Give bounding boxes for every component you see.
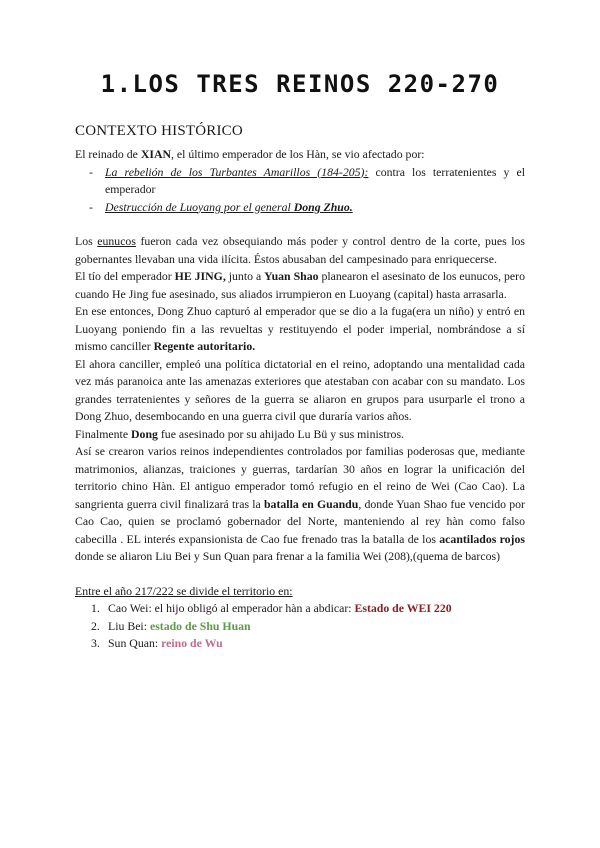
spacer xyxy=(75,216,525,233)
division-heading: Entre el año 217/222 se divide el territorio en: xyxy=(75,583,293,598)
kingdom-state: Estado de WEI 220 xyxy=(354,601,452,615)
paragraph-dong-zhuo: En ese entonces, Dong Zhuo capturó al emperador que se dio a la fuga(era un niño) y entró en Luoyang poniendo fin a las revueltas y restituyendo el poder imperial, nombrándose a sí mismo canciller Regente autoritario. xyxy=(75,304,525,353)
kingdom-state: reino de Wu xyxy=(161,636,223,650)
paragraph-eunucos: Los eunucos fueron cada vez obsequiando más poder y control dentro de la corte, pues los gobernantes llevaban una vida ilícita. Éstos abusaban del campesinado para enriquecerse. xyxy=(75,234,526,266)
document-body xyxy=(75,146,525,653)
kingdom-state: estado de Shu Huan xyxy=(149,618,251,633)
dash-marker: - xyxy=(89,199,93,214)
list-item: 2. Liu Bei: estado de Shu Huan xyxy=(91,618,251,633)
paragraph-finalmente: Finalmente Dong fue asesinado por su ahijado Lu Bü y sus ministros. xyxy=(75,426,404,441)
list-item: - La rebelión de los Turbantes Amarillos (184-205): contra los terratenientes y el emperador xyxy=(89,164,526,196)
dash-list xyxy=(75,164,525,217)
paragraph-canciller: El ahora canciller, empleó una política dictatorial en el reino, adoptando una mentalidad cada vez más paranoica ante las amenazas exteriores que atestaban con acabar con su mandato. Los grandes terratenientes y señores de la guerra se aliaron en grupos para usurparle el trono a Dong Zhuo, desembocando en una guerra civil que duraría varios años. xyxy=(75,356,525,423)
dash-marker: - xyxy=(89,164,93,179)
list-item: 1. Cao Wei: el hijo obligó al emperador hàn a abdicar: Estado de WEI 220 xyxy=(91,601,452,615)
page-title: 1.LOS TRES REINOS 220-270 xyxy=(100,70,500,98)
intro-paragraph: El reinado de XIAN, el último emperador de los Hàn, se vio afectado por: xyxy=(75,147,425,161)
spacer xyxy=(75,566,525,583)
paragraph-reinos: Así se crearon varios reinos independientes controlados por familias poderosas que, mediante matrimonios, alianzas, traiciones y guerras, tardarían 30 años en lograr la unificación del territorio chino Hàn. El antiguo emperador tomó refugio en el reino de Wei (Cao Cao). La sangrienta guerra civil finalizará tras la batalla en Guandu, donde Yuan Shao fue vencido por Cao Cao, quien se proclamó gobernador del Norte, manteniendo al rey hàn como falso cabecilla . EL interés expansionista de Cao fue frenado tras la batalla de los acantilados rojos donde se aliaron Liu Bei y Sun Quan para frenar a la familia Wei (208),(quema de barcos) xyxy=(75,444,525,563)
list-item: - Destrucción de Luoyang por el general Dong Zhuo. xyxy=(75,199,525,217)
kingdom-list xyxy=(75,600,525,653)
paragraph-he-jing: El tío del emperador HE JING, junto a Yuan Shao planearon el asesinato de los eunucos, pero cuando He Jing fue asesinado, sus aliados irrumpieron en Luoyang (capital) hasta arrasarla. xyxy=(75,269,525,301)
section-heading: CONTEXTO HISTÓRICO xyxy=(75,123,243,139)
list-item: 3. Sun Quan: reino de Wu xyxy=(91,636,223,650)
